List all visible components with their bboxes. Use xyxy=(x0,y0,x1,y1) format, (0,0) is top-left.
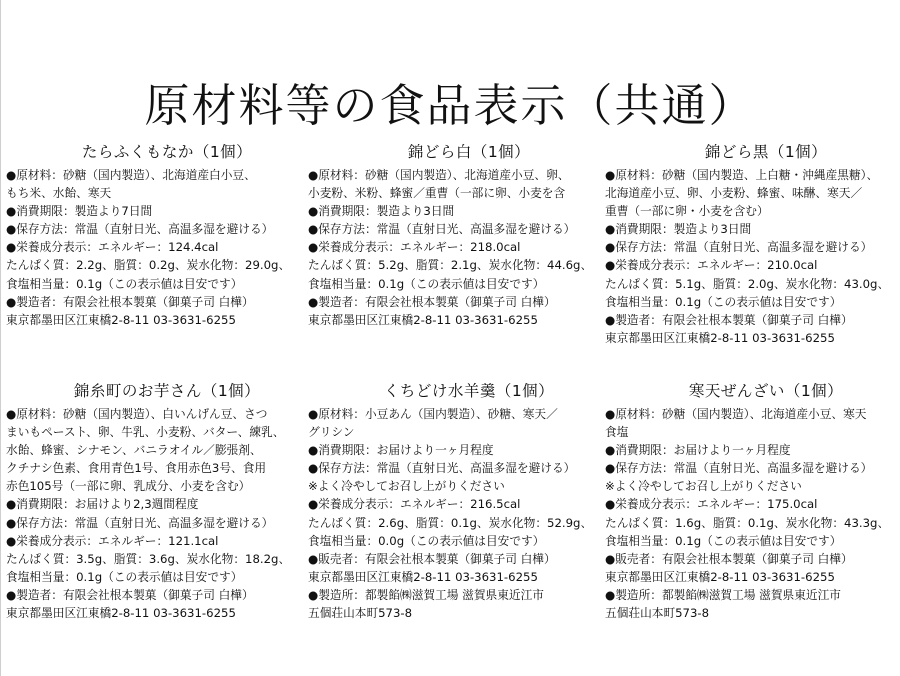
label-line: ●原材料：小豆あん（国内製造）、砂糖、寒天／ xyxy=(308,407,558,421)
label-line: ●保存方法：常温（直射日光、高温多湿を避ける） xyxy=(308,461,576,476)
label-line: ●販売者：有限会社根本製菓（御菓子司 白樺） xyxy=(308,551,556,566)
label-line: ●原材料：砂糖（国内製造、上白糖・沖縄産黒糖）、 xyxy=(605,168,879,182)
label-line: まいもペースト、卵、牛乳、小麦粉、バター、練乳、 xyxy=(6,425,285,440)
product-name: 錦どら黒（1個） xyxy=(704,143,828,161)
label-line: ※よく冷やしてお召し上がりください xyxy=(308,479,505,494)
label-line: ●製造者：有限会社根本製菓（御菓子司 白樺） xyxy=(6,587,254,602)
label-line: ●栄養成分表示：エネルギー：216.5cal xyxy=(308,497,521,512)
label-line: ●保存方法：常温（直射日光、高温多湿を避ける） xyxy=(308,222,576,237)
label-line: ●消費期限：製造より7日間 xyxy=(6,204,153,219)
label-line: 水飴、蜂蜜、シナモン、バニラオイル／膨張剤、 xyxy=(6,443,262,458)
label-line: ●消費期限：お届けより一ヶ月程度 xyxy=(308,443,494,458)
label-line: 食塩 xyxy=(605,425,629,440)
label-line: ●栄養成分表示：エネルギー：175.0cal xyxy=(605,497,818,512)
product-card xyxy=(308,381,606,622)
product-card xyxy=(6,381,304,622)
label-line: ●販売者：有限会社根本製菓（御菓子司 白樺） xyxy=(605,551,853,566)
label-line: たんぱく質：1.6g、脂質：0.1g、炭水化物：43.3g、 xyxy=(605,515,890,530)
label-line: たんぱく質：3.5g、脂質：3.6g、炭水化物：18.2g、 xyxy=(6,551,291,566)
label-line: たんぱく質：2.6g、脂質：0.1g、炭水化物：52.9g、 xyxy=(308,515,593,530)
label-line: 重曹（一部に卵・小麦を含む） xyxy=(605,204,769,219)
label-line: 食塩相当量：0.0g（この表示値は目安です） xyxy=(308,533,545,548)
label-line: ●製造者：有限会社根本製菓（御菓子司 白樺） xyxy=(308,294,556,309)
label-line: ●保存方法：常温（直射日光、高温多湿を避ける） xyxy=(605,240,873,255)
label-line: 東京都墨田区江東橋2-8-11 03-3631-6255 xyxy=(308,569,538,584)
label-line: 北海道産小豆、卵、小麦粉、蜂蜜、味醂、寒天／ xyxy=(605,186,863,201)
label-line: 小麦粉、米粉、蜂蜜／重曹（一部に卵、小麦を含 xyxy=(308,186,566,201)
product-name: 寒天ぜんざい（1個） xyxy=(688,382,844,400)
label-line: ●保存方法：常温（直射日光、高温多湿を避ける） xyxy=(6,515,274,530)
label-line: ●原材料：砂糖（国内製造）、北海道産小豆、卵、 xyxy=(308,168,570,182)
label-line: たんぱく質：5.2g、脂質：2.1g、炭水化物：44.6g、 xyxy=(308,258,593,273)
label-line: ●製造者：有限会社根本製菓（御菓子司 白樺） xyxy=(6,294,254,309)
product-name: 錦糸町のお芋さん（1個） xyxy=(73,382,261,400)
label-line: ●消費期限：お届けより一ヶ月程度 xyxy=(605,443,791,458)
label-line: ●原材料：砂糖（国内製造）、白いんげん豆、さつ xyxy=(6,407,268,421)
label-line: 五個荘山本町573-8 xyxy=(308,606,413,621)
label-line: ●製造者：有限会社根本製菓（御菓子司 白樺） xyxy=(605,312,853,327)
label-line: たんぱく質：2.2g、脂質：0.2g、炭水化物：29.0g、 xyxy=(6,258,291,273)
label-line: 食塩相当量：0.1g（この表示値は目安です） xyxy=(6,569,243,584)
product-name: 錦どら白（1個） xyxy=(407,143,531,161)
product-card xyxy=(308,142,606,329)
label-line: ●栄養成分表示：エネルギー：218.0cal xyxy=(308,240,521,255)
label-line: ●製造所：都製餡㈱滋賀工場 滋賀県東近江市 xyxy=(605,587,841,602)
label-line: ●栄養成分表示：エネルギー：121.1cal xyxy=(6,533,219,548)
label-line: ●保存方法：常温（直射日光、高温多湿を避ける） xyxy=(6,222,274,237)
label-line: 食塩相当量：0.1g（この表示値は目安です） xyxy=(605,533,842,548)
label-line: ●消費期限：お届けより2,3週間程度 xyxy=(6,497,199,512)
label-line: 東京都墨田区江東橋2-8-11 03-3631-6255 xyxy=(308,312,538,327)
label-line: ●原材料：砂糖（国内製造）、北海道産小豆、寒天 xyxy=(605,407,867,421)
label-line: ●保存方法：常温（直射日光、高温多湿を避ける） xyxy=(605,461,873,476)
label-line: クチナシ色素、食用青色1号、食用赤色3号、食用 xyxy=(6,461,267,476)
label-line: たんぱく質：5.1g、脂質：2.0g、炭水化物：43.0g、 xyxy=(605,276,890,291)
label-line: 東京都墨田区江東橋2-8-11 03-3631-6255 xyxy=(6,312,236,327)
label-line: 五個荘山本町573-8 xyxy=(605,606,710,621)
label-line: 食塩相当量：0.1g（この表示値は目安です） xyxy=(6,276,243,291)
product-card xyxy=(6,142,304,329)
label-line: もち米、水飴、寒天 xyxy=(6,186,112,201)
label-line: 赤色105号（一部に卵、乳成分、小麦を含む） xyxy=(6,479,251,494)
label-line: ●原材料：砂糖（国内製造）、北海道産白小豆、 xyxy=(6,168,256,182)
label-line: 東京都墨田区江東橋2-8-11 03-3631-6255 xyxy=(605,330,835,345)
label-line: ※よく冷やしてお召し上がりください xyxy=(605,479,802,494)
product-name: くちどけ水羊羹（1個） xyxy=(383,382,555,400)
product-name: たらふくもなか（1個） xyxy=(81,143,253,161)
label-line: グリシン xyxy=(308,425,355,440)
label-line: 東京都墨田区江東橋2-8-11 03-3631-6255 xyxy=(605,569,835,584)
label-line: ●栄養成分表示：エネルギー：210.0cal xyxy=(605,258,818,273)
label-line: 食塩相当量：0.1g（この表示値は目安です） xyxy=(308,276,545,291)
label-line: ●消費期限：製造より3日間 xyxy=(308,204,455,219)
page-title: 原材料等の食品表示（共通） xyxy=(144,79,756,133)
label-line: 東京都墨田区江東橋2-8-11 03-3631-6255 xyxy=(6,606,236,621)
product-card xyxy=(605,142,900,347)
label-line: 食塩相当量：0.1g（この表示値は目安です） xyxy=(605,294,842,309)
label-line: ●栄養成分表示：エネルギー：124.4cal xyxy=(6,240,219,255)
product-card xyxy=(605,381,900,622)
label-line: ●消費期限：製造より3日間 xyxy=(605,222,752,237)
label-line: ●製造所：都製餡㈱滋賀工場 滋賀県東近江市 xyxy=(308,587,544,602)
